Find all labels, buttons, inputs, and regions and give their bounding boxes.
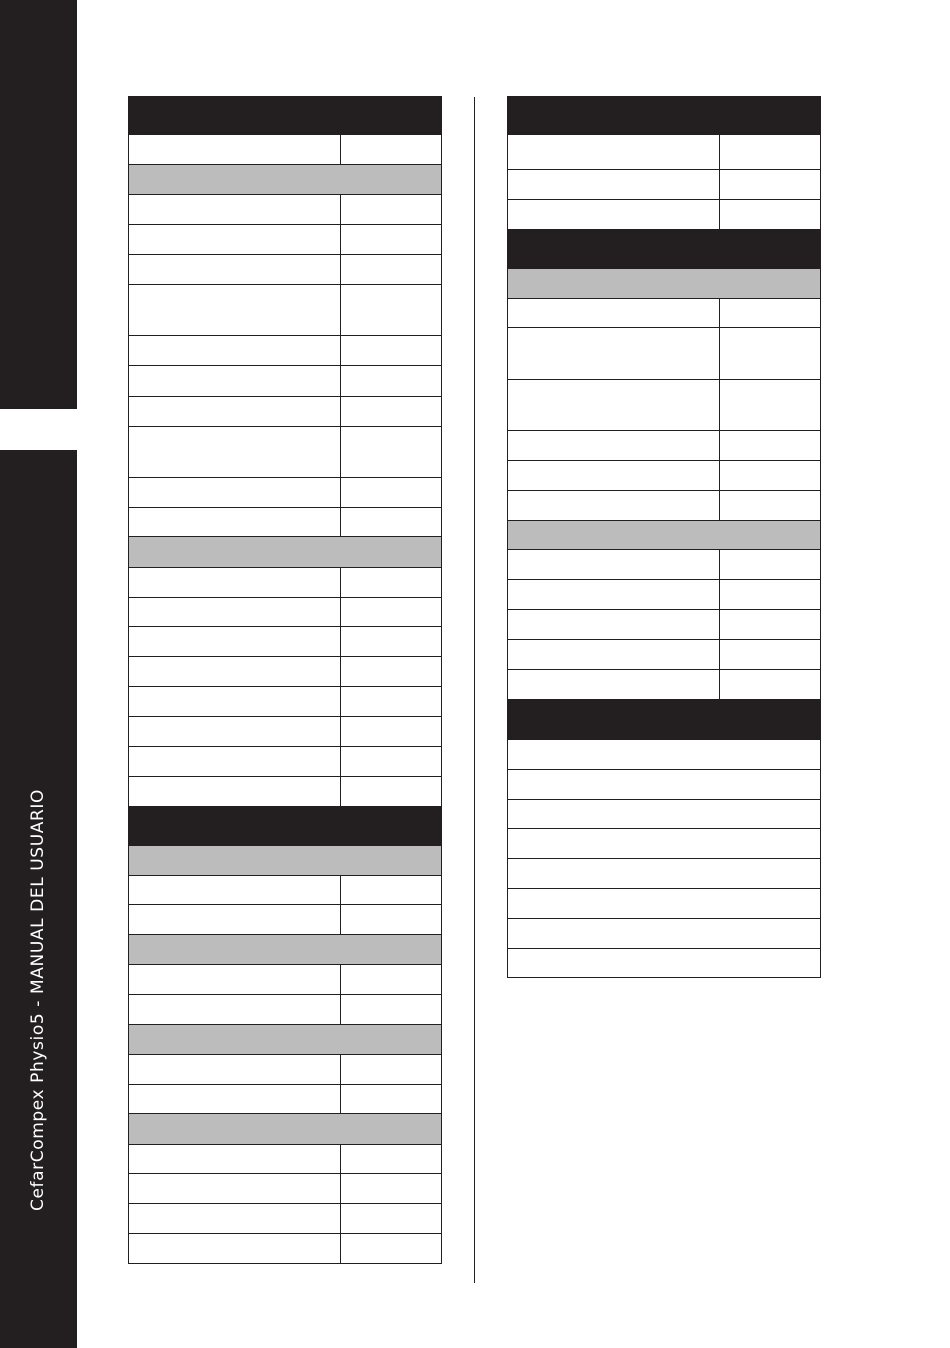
section-header-row xyxy=(128,96,442,135)
label-cell xyxy=(508,328,720,379)
table-row xyxy=(507,949,821,978)
table-row xyxy=(507,170,821,200)
label-cell xyxy=(129,1174,341,1203)
value-cell xyxy=(341,1085,441,1113)
subsection-row xyxy=(128,1025,442,1055)
table-row xyxy=(128,995,442,1025)
label-cell xyxy=(129,995,341,1024)
label-cell xyxy=(129,255,341,284)
label-cell xyxy=(129,717,341,746)
label-cell xyxy=(508,491,720,520)
table-row xyxy=(507,299,821,328)
table-row xyxy=(128,905,442,935)
value-cell xyxy=(720,461,820,490)
label-cell xyxy=(129,1055,341,1084)
label-cell xyxy=(129,657,341,686)
table-cell xyxy=(508,889,820,918)
value-cell xyxy=(341,336,441,365)
table-row xyxy=(507,740,821,770)
value-cell xyxy=(341,508,441,536)
label-cell xyxy=(129,1145,341,1173)
label-cell xyxy=(508,299,720,327)
value-cell xyxy=(341,366,441,396)
label-cell xyxy=(129,687,341,716)
label-cell xyxy=(129,427,341,477)
label-cell xyxy=(129,568,341,597)
value-cell xyxy=(341,195,441,224)
value-cell xyxy=(341,427,441,477)
label-cell xyxy=(508,380,720,430)
section-header-row xyxy=(507,96,821,135)
value-cell xyxy=(720,299,820,327)
label-cell xyxy=(508,580,720,609)
sidebar-document-title: CefarCompex Physio5 - MANUAL DEL USUARIO xyxy=(28,789,48,1211)
label-cell xyxy=(508,550,720,579)
value-cell xyxy=(720,640,820,669)
value-cell xyxy=(720,491,820,520)
value-cell xyxy=(341,255,441,284)
table-row xyxy=(128,1055,442,1085)
value-cell xyxy=(720,670,820,699)
label-cell xyxy=(129,747,341,776)
label-cell xyxy=(508,170,720,199)
subsection-row xyxy=(128,935,442,965)
table-row xyxy=(507,380,821,431)
table-row xyxy=(128,687,442,717)
table-row xyxy=(128,1204,442,1234)
label-cell xyxy=(129,135,341,164)
table-row xyxy=(128,366,442,397)
table-row xyxy=(128,1174,442,1204)
value-cell xyxy=(720,170,820,199)
label-cell xyxy=(129,965,341,994)
table-row xyxy=(128,777,442,807)
table-row xyxy=(507,640,821,670)
table-row xyxy=(128,1234,442,1264)
value-cell xyxy=(341,657,441,686)
table-row xyxy=(128,568,442,598)
table-row xyxy=(507,800,821,829)
table-row xyxy=(507,610,821,640)
label-cell xyxy=(129,478,341,507)
value-cell xyxy=(341,598,441,626)
label-cell xyxy=(129,777,341,806)
table-cell xyxy=(508,740,820,769)
value-cell xyxy=(341,1174,441,1203)
subsection-row xyxy=(128,1114,442,1145)
value-cell xyxy=(341,687,441,716)
label-cell xyxy=(129,1234,341,1263)
value-cell xyxy=(341,965,441,994)
label-cell xyxy=(129,336,341,365)
value-cell xyxy=(341,225,441,254)
label-cell xyxy=(129,1085,341,1113)
label-cell xyxy=(129,195,341,224)
value-cell xyxy=(341,1145,441,1173)
table-row xyxy=(128,195,442,225)
value-cell xyxy=(341,397,441,426)
label-cell xyxy=(129,905,341,934)
subsection-row xyxy=(507,269,821,299)
table-row xyxy=(128,598,442,627)
label-cell xyxy=(129,598,341,626)
table-row xyxy=(128,508,442,537)
value-cell xyxy=(341,285,441,335)
value-cell xyxy=(720,550,820,579)
value-cell xyxy=(341,995,441,1024)
table-row xyxy=(128,965,442,995)
table-row xyxy=(507,200,821,230)
value-cell xyxy=(341,777,441,806)
value-cell xyxy=(720,380,820,430)
value-cell xyxy=(341,568,441,597)
value-cell xyxy=(341,1055,441,1084)
value-cell xyxy=(720,610,820,639)
table-row xyxy=(507,919,821,949)
table-row xyxy=(507,580,821,610)
label-cell xyxy=(508,431,720,460)
table-cell xyxy=(508,829,820,858)
table-row xyxy=(507,770,821,800)
table-cell xyxy=(508,800,820,828)
table-row xyxy=(128,225,442,255)
table-cell xyxy=(508,770,820,799)
value-cell xyxy=(341,717,441,746)
table-row xyxy=(128,627,442,657)
table-row xyxy=(128,1085,442,1114)
section-header-row xyxy=(128,807,442,846)
table-row xyxy=(507,889,821,919)
value-cell xyxy=(341,747,441,776)
table-row xyxy=(128,717,442,747)
label-cell xyxy=(129,225,341,254)
label-cell xyxy=(508,135,720,169)
label-cell xyxy=(508,640,720,669)
label-cell xyxy=(129,876,341,904)
label-cell xyxy=(129,366,341,396)
value-cell xyxy=(720,200,820,229)
table-row xyxy=(507,491,821,521)
label-cell xyxy=(508,461,720,490)
label-cell xyxy=(129,1204,341,1233)
value-cell xyxy=(341,1204,441,1233)
label-cell xyxy=(508,670,720,699)
table-row xyxy=(128,285,442,336)
section-header-row xyxy=(507,230,821,269)
value-cell xyxy=(341,478,441,507)
value-cell xyxy=(341,905,441,934)
table-row xyxy=(128,135,442,165)
label-cell xyxy=(129,285,341,335)
subsection-row xyxy=(128,165,442,195)
table-row xyxy=(128,657,442,687)
sidebar-top-block xyxy=(0,0,77,409)
table-row xyxy=(128,397,442,427)
table-row xyxy=(507,670,821,700)
label-cell xyxy=(508,200,720,229)
value-cell xyxy=(341,876,441,904)
table-row xyxy=(128,336,442,366)
table-row xyxy=(128,1145,442,1174)
value-cell xyxy=(720,431,820,460)
table-row xyxy=(507,859,821,889)
table-row xyxy=(507,550,821,580)
subsection-row xyxy=(128,846,442,876)
value-cell xyxy=(720,580,820,609)
label-cell xyxy=(129,397,341,426)
value-cell xyxy=(341,627,441,656)
table-row xyxy=(507,135,821,170)
subsection-row xyxy=(507,521,821,550)
value-cell xyxy=(341,135,441,164)
section-header-row xyxy=(507,700,821,740)
column-divider xyxy=(474,97,475,1283)
table-cell xyxy=(508,919,820,948)
subsection-row xyxy=(128,537,442,568)
value-cell xyxy=(341,1234,441,1263)
value-cell xyxy=(720,328,820,379)
table-row xyxy=(128,478,442,508)
label-cell xyxy=(129,508,341,536)
table-row xyxy=(507,461,821,491)
table-row xyxy=(128,747,442,777)
left-table xyxy=(128,96,442,1264)
table-row xyxy=(128,427,442,478)
value-cell xyxy=(720,135,820,169)
table-cell xyxy=(508,949,820,977)
table-row xyxy=(507,328,821,380)
table-row xyxy=(507,829,821,859)
table-row xyxy=(128,876,442,905)
right-table xyxy=(507,96,821,978)
table-row xyxy=(128,255,442,285)
table-cell xyxy=(508,859,820,888)
table-row xyxy=(507,431,821,461)
label-cell xyxy=(508,610,720,639)
label-cell xyxy=(129,627,341,656)
